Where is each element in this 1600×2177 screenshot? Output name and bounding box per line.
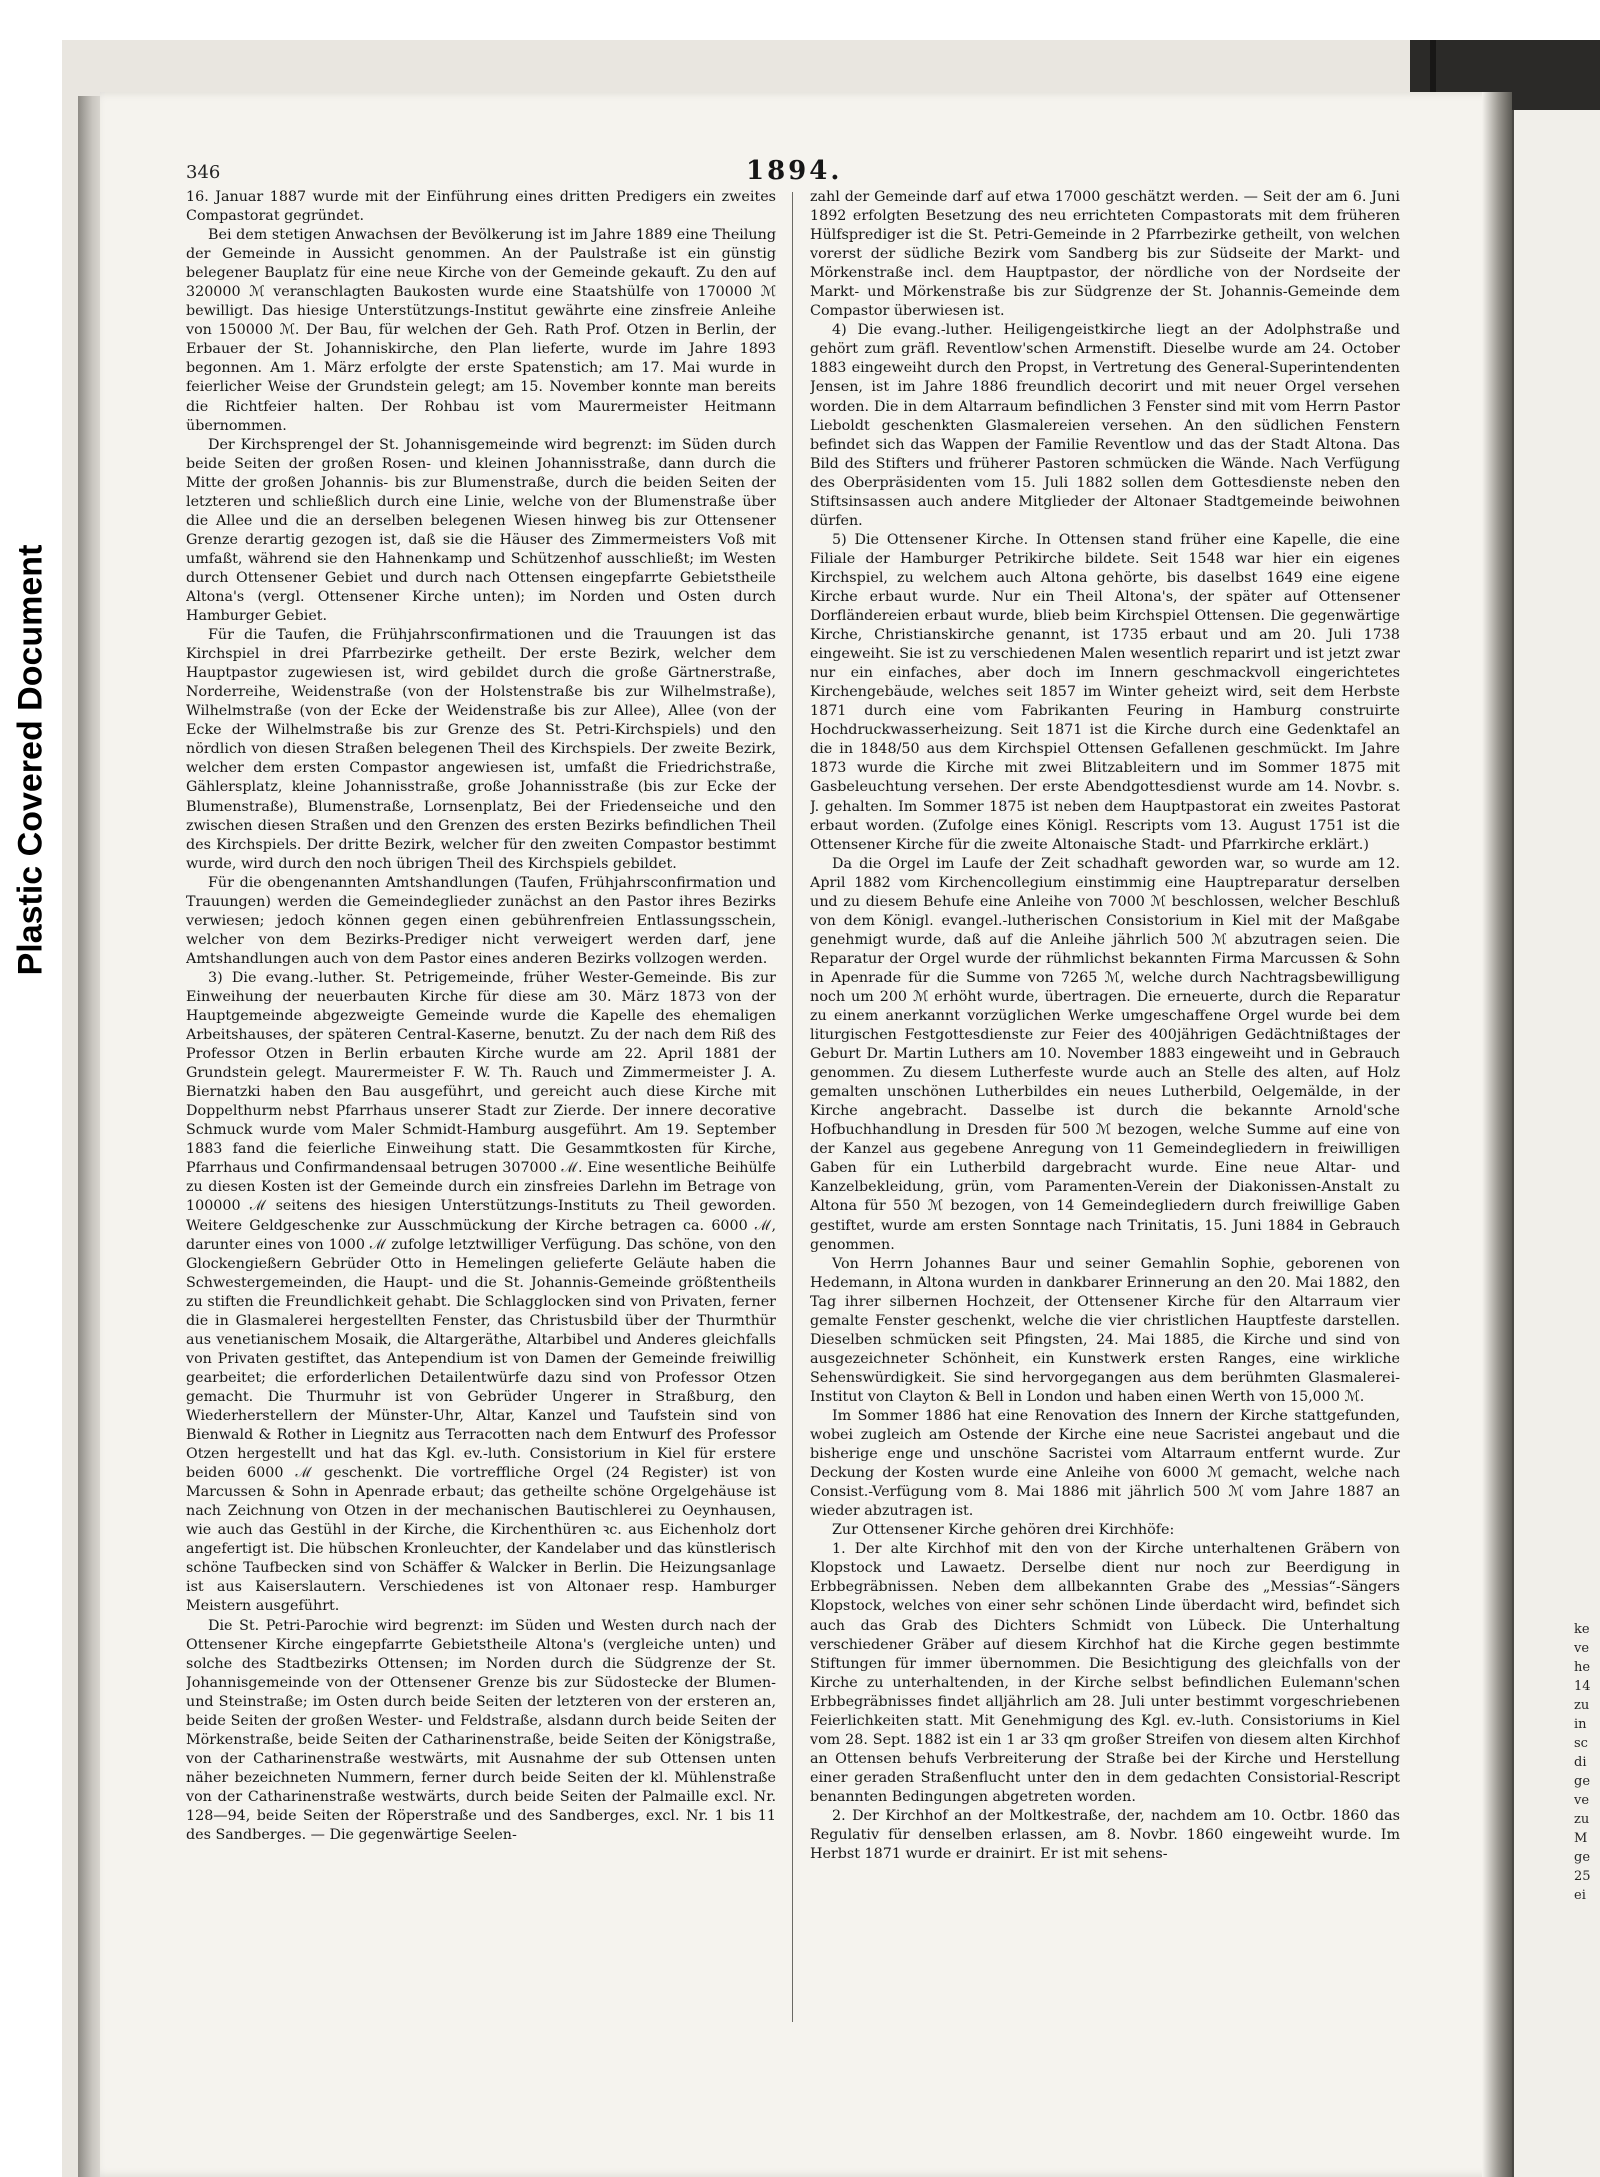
paragraph: Für die obengenannten Amtshandlungen (Taufen, Frühjahrsconfirmation und Trauungen) werden die Gemeindeglieder zunächst an den Pastor ihres Bezirks verwiesen; jedoch können gegen einen gebührenfreien Entlassungsschein, welcher von dem Bezirks-Prediger nicht verweigert werden darf, jene Amtshandlungen auch von dem Pastor eines anderen Bezirks vollzogen werden. bbox=[186, 874, 776, 967]
paragraph: Da die Orgel im Laufe der Zeit schadhaft geworden war, so wurde am 12. April 1882 vom Kirchencollegium einstimmig eine Hauptreparatur derselben und zu diesem Behufe eine Anleihe von 7000 ℳ beschlossen, welcher Beschluß von dem Königl. evangel.-lutherischen Consistorium in Kiel mit der Maßgabe genehmigt wurde, daß auf die Anleihe jährlich 500 ℳ abzutragen seien. Die Reparatur der Orgel wurde der rühmlichst bekannten Firma Marcussen & Sohn in Apenrade für die Summe von 7265 ℳ, welche durch Nachtragsbewilligung noch um 200 ℳ erhöht wurde, übertragen. Die erneuerte, durch die Reparatur zu einem anerkannt vorzüglichen Werke umgeschaffene Orgel wurde bei dem liturgischen Festgottesdienste zur Feier des 400jährigen Gedächtnißtages der Geburt Dr. Martin Luthers am 10. November 1883 eingeweiht und in Gebrauch genommen. Zu diesem Lutherfeste wurde auch an Stelle des alten, auf Holz gemalten unschönen Lutherbildes ein neues Lutherbild, Oelgemälde, in der Kirche angebracht. Dasselbe ist durch die bekannte Arnold'sche Hofbuchhandlung in Dresden für 500 ℳ bezogen, welche Summe auf eine von der Kanzel aus gegebene Anregung von 11 Gemeindegliedern in freiwilligen Gaben für ein Lutherbild dargebracht wurde. Eine neue Altar- und Kanzelbekleidung, grün, vom Paramenten-Verein der Diakonissen-Anstalt zu Altona für 550 ℳ bezogen, von 14 Gemeindegliedern durch freiwillige Gaben gestiftet, wurde am ersten Sonntage nach Trinitatis, 15. Juni 1884 in Gebrauch genommen. bbox=[810, 855, 1400, 1253]
paragraph: 16. Januar 1887 wurde mit der Einführung eines dritten Predigers ein zweites Compastorat gegründet. bbox=[186, 189, 776, 225]
paragraph: Von Herrn Johannes Baur und seiner Gemahlin Sophie, geborenen von Hedemann, in Altona wurden in dankbarer Erinnerung an den 20. Mai 1882, den Tag ihrer silbernen Hochzeit, der Ottensener Kirche für den Altarraum vier gemalte Fenster geschenkt, welche die vier christlichen Hauptfeste darstellen. Dieselben schmücken seit Pfingsten, 24. Mai 1885, die Kirche und sind von ausgezeichneter Schönheit, ein Kunstwerk ersten Ranges, eine wirkliche Sehenswürdigkeit. Sie sind hervorgegangen aus dem berühmten Glasmalerei-Institut von Clayton & Bell in London und haben einen Werth von 15,000 ℳ. bbox=[810, 1255, 1400, 1405]
paragraph: 4) Die evang.-luther. Heiligengeistkirche liegt an der Adolphstraße und gehört zum gräfl. Reventlow'schen Armenstift. Dieselbe wurde am 24. October 1883 eingeweiht durch den Propst, in Vertretung des General-Superintendenten Jensen, ist im Jahre 1886 freundlich decorirt und mit neuer Orgel versehen worden. Die in dem Altarraum befindlichen 3 Fenster sind mit vom Herrn Pastor Lieboldt geschenkten Glasmalereien versehen. An den südlichen Fenstern befindet sich das Wappen der Familie Reventlow und das der Stadt Altona. Das Bild des Stifters und früherer Pastoren schmücken die Wände. Nach Verfügung des Oberpräsidenten vom 15. Juli 1882 sollen dem Gottesdienste neben den Stiftsinsassen auch andere Mitglieder der Altonaer Stadtgemeinde beiwohnen dürfen. bbox=[810, 322, 1400, 529]
paragraph: Die St. Petri-Parochie wird begrenzt: im Süden und Westen durch nach der Ottensener Kirche eingepfarrte Gebietstheile Altona's (vergleiche unten) und solche des Stadtbezirks Ottensen; im Norden durch die Südgrenze der St. Johannisgemeinde von der Ottensener Grenze bis zur Südostecke der Blumen- und Steinstraße; im Osten durch beide Seiten der letzteren von der ersteren an, beide Seiten der großen Wester- und Feldstraße, alsdann durch beide Seiten der Mörkenstraße, beide Seiten der Catharinenstraße, beide Seiten der Königstraße, von der Catharinenstraße westwärts, mit Ausnahme der sub Ottensen unten näher bezeichneten Nummern, ferner durch beide Seiten der kl. Mühlenstraße von der Catharinenstraße westwärts, durch beide Seiten der Palmaille excl. Nr. 128—94, beide Seiten der Röperstraße und des Sandberges, excl. Nr. 1 bis 11 des Sandberges. — Die gegenwärtige Seelen- bbox=[186, 1617, 776, 1844]
paragraph: Der Kirchsprengel der St. Johannisgemeinde wird begrenzt: im Süden durch beide Seiten der großen Rosen- und kleinen Johannisstraße, dann durch die Mitte der großen Johannis- bis zur Blumenstraße, durch die beiden Seiten der letzteren und schließlich durch eine Linie, welche von der Blumenstraße über die Allee und die an derselben belegenen Wiesen hinweg bis zur Ottensener Grenze derartig gezogen ist, daß sie die Häuser des Zimmermeisters Voß mit umfaßt, während sie den Hahnenkamp und Schützenhof ausschließt; im Westen durch Ottensener Gebiet und durch nach Ottensen eingepfarrte Gebietstheile Altona's (vergl. Ottensener Kirche unten); im Norden und Osten durch Hamburger Gebiet. bbox=[186, 436, 776, 625]
facing-page-text-fragment: ke ve he 14 zu in sc di ge ve zu M ge 25 ei bbox=[1574, 1622, 1591, 1903]
side-label-text: Plastic Covered Document bbox=[11, 544, 50, 976]
book-gutter bbox=[1482, 92, 1512, 2177]
paragraph: 3) Die evang.-luther. St. Petrigemeinde, früher Wester-Gemeinde. Bis zur Einweihung der neuerbauten Kirche für diese am 30. März 1873 von der Hauptgemeinde abgezweigte Gemeinde wurde die Kapelle des ehemaligen Arbeitshauses, der späteren Central-Kaserne, benutzt. Zu der nach dem Riß des Professor Otzen in Berlin erbauten Kirche wurde am 22. April 1881 der Grundstein gelegt. Maurermeister F. W. Th. Rauch und Zimmermeister J. A. Biernatzki haben den Bau ausgeführt, und gereicht auch diese Kirche mit Doppelthurm nebst Pfarrhaus unserer Stadt zur Zierde. Der innere decorative Schmuck wurde vom Maler Schmidt-Hamburg ausgeführt. Am 19. September 1883 fand die feierliche Einweihung statt. Die Gesammtkosten für Kirche, Pfarrhaus und Confirmandensaal betrugen 307000 ℳ. Eine wesentliche Beihülfe zu diesen Kosten ist der Gemeinde durch ein zinsfreies Darlehn im Betrage von 100000 ℳ seitens des hiesigen Unterstützungs-Instituts zu Theil geworden. Weitere Geldgeschenke zur Ausschmückung der Kirche betragen ca. 6000 ℳ, darunter eines von 1000 ℳ zufolge letztwilliger Verfügung. Das schöne, von den Glockengießern Gebrüder Otto in Hemelingen gelieferte Geläute haben die Schwestergemeinden, die Haupt- und die St. Johannis-Gemeinde größtentheils zu stiften die Freundlichkeit gehabt. Die Schlagglocken sind von Privaten, ferner die in Glasmalerei hergestellten Fenster, das Christusbild über der Thurmthür aus venetianischem Mosaik, die Altargeräthe, Altarbibel und Anderes gleichfalls von Privaten gestiftet, das Antependium ist von Damen der Gemeinde freiwillig gearbeitet; die erforderlichen Detailentwürfe dazu sind von Professor Otzen gemacht. Die Thurmuhr ist von Gebrüder Ungerer in Straßburg, den Wiederherstellern der Münster-Uhr, Altar, Kanzel und Taufstein sind von Bienwald & Rother in Liegnitz aus Terracotten nach dem Entwurf des Professor Otzen hergestellt und hat das Kgl. ev.-luth. Consistorium in Kiel für erstere beiden 6000 ℳ geschenkt. Die vortreffliche Orgel (24 Register) ist von Marcussen & Sohn in Apenrade erbaut; das getheilte schöne Orgelgehäuse ist nach Zeichnung von Otzen in der mechanischen Bautischlerei zu Oeynhausen, wie auch das Gestühl in der Kirche, die Kirchenthüren ꝛc. aus Eichenholz dort angefertigt ist. Die hübschen Kronleuchter, der Kandelaber und das künstlerisch schöne Taufbecken sind von Schäffer & Walcker in Berlin. Die Heizungsanlage ist aus Kaiserslautern. Verschiedenes ist von Altonaer resp. Hamburger Meistern ausgeführt. bbox=[186, 969, 776, 1615]
paragraph: 1. Der alte Kirchhof mit den von der Kirche unterhaltenen Gräbern von Klopstock und Lawaetz. Derselbe dient nur noch zur Beerdigung in Erbbegräbnissen. Neben dem allbekannten Grabe des „Messias“-Sängers Klopstock, welches von einer sehr schönen Linde überdacht wird, befindet sich auch das Grab des Dichters Schmidt von Lübeck. Die Unterhaltung verschiedener Gräber auf diesem Kirchhof hat die Kirche gegen bestimmte Stiftungen für immer übernommen. Die Besichtigung des gleichfalls von der Kirche zu unterhaltenden, in der Kirche selbst befindlichen Eulemann'schen Erbbegräbnisses findet alljährlich am 28. Juli unter bestimmt vorgeschriebenen Feierlichkeiten statt. Mit Genehmigung des Kgl. ev.-luth. Consistoriums in Kiel vom 28. Sept. 1882 ist ein 1 ar 33 qm großer Streifen von diesem alten Kirchhof an Ottensen behufs Verbreiterung der Straße bei der Kirche und Herstellung einer geraden Straßenflucht unter den in dem gedachten Consistorial-Rescript benannten Bedingungen abgetreten worden. bbox=[810, 1541, 1400, 1805]
paragraph: Im Sommer 1886 hat eine Renovation des Innern der Kirche stattgefunden, wobei zugleich am Ostende der Kirche eine neue Sacristei angebaut und die bisherige enge und unschöne Sacristei vom Altarraum entfernt wurde. Zur Deckung der Kosten wurde eine Anleihe von 6000 ℳ gemacht, welche nach Consist.-Verfügung vom 8. Mai 1886 mit jährlich 500 ℳ vom Jahre 1887 an wieder abzutragen ist. bbox=[810, 1408, 1400, 1520]
side-label bbox=[0, 0, 62, 2177]
page-year-heading: 1894. bbox=[746, 156, 843, 186]
column-divider bbox=[792, 192, 793, 2022]
paragraph: 2. Der Kirchhof an der Moltkestraße, der, nachdem am 10. Octbr. 1860 das Regulativ für denselben erlassen, am 8. Novbr. 1860 eingeweiht wurde. Im Herbst 1871 wurde er drainirt. Er ist mit sehens- bbox=[810, 1807, 1400, 1863]
page-edge-shadow bbox=[78, 96, 102, 2177]
left-text-column bbox=[186, 188, 776, 2023]
paragraph: 5) Die Ottensener Kirche. In Ottensen stand früher eine Kapelle, die eine Filiale der Hamburger Petrikirche bildete. Seit 1548 war hier ein eigenes Kirchspiel, zu welchem auch Altona gehörte, bis daselbst 1649 eine eigene Kirche erbaut wurde. Nur ein Theil Altona's, der später auf Ottensener Dorfländereien erbaut wurde, blieb beim Kirchspiel Ottensen. Die gegenwärtige Kirche, Christianskirche genannt, ist 1735 erbaut und am 20. Juli 1738 eingeweiht. Sie ist zu verschiedenen Malen wesentlich reparirt und ist jetzt zwar nur ein einfaches, aber doch im Innern geschmackvoll eingerichtetes Kirchengebäude, welches seit 1857 im Winter geheizt wird, seit dem Herbste 1871 durch eine vom Fabrikanten Feuring in Hamburg construirte Hochdruckwasserheizung. Seit 1871 ist die Kirche durch eine Gedenktafel an die in 1848/50 aus dem Kirchspiel Ottensen Gefallenen geschmückt. Im Jahre 1873 wurde die Kirche mit zwei Blitzableitern und im Sommer 1875 mit Gasbeleuchtung versehen. Der erste Abendgottesdienst wurde am 14. Novbr. s. J. gehalten. Im Sommer 1875 ist neben dem Hauptpastorat ein zweites Pastorat erbaut worden. (Zufolge eines Königl. Rescripts vom 13. August 1751 ist die Ottensener Kirche für die zweite Altonaische Stadt- und Pfarrkirche erklärt.) bbox=[810, 531, 1400, 853]
paragraph: zahl der Gemeinde darf auf etwa 17000 geschätzt werden. — Seit der am 6. Juni 1892 erfolgten Besetzung des neu errichteten Compastorats mit dem früheren Hülfsprediger ist die St. Petri-Gemeinde in 2 Pfarrbezirke getheilt, von welchen vorerst der südliche Bezirk vom Sandberg bis zur Südseite der Markt- und Mörkenstraße incl. dem Hauptpastor, der nördliche von der Nordseite der Markt- und Mörkenstraße bis zur Südgrenze der St. Johannis-Gemeinde dem Compastor überwiesen ist. bbox=[810, 189, 1400, 320]
page-number: 346 bbox=[186, 162, 221, 183]
right-text-column bbox=[810, 188, 1400, 2023]
paragraph: Zur Ottensener Kirche gehören drei Kirchhöfe: bbox=[832, 1522, 1175, 1539]
paragraph: Bei dem stetigen Anwachsen der Bevölkerung ist im Jahre 1889 eine Theilung der Gemeinde in Aussicht genommen. An der Paulstraße ist ein günstig belegener Bauplatz für eine neue Kirche von der Gemeinde gekauft. Zu den auf 320000 ℳ veranschlagten Baukosten wurde eine Staatshülfe von 170000 ℳ bewilligt. Das hiesige Unterstützungs-Institut gewährte eine zinsfreie Anleihe von 150000 ℳ. Der Bau, für welchen der Geh. Rath Prof. Otzen in Berlin, der Erbauer der St. Johanniskirche, den Plan lieferte, wurde im Jahre 1893 begonnen. Am 1. März erfolgte der erste Spatenstich; am 17. Mai wurde in feierlicher Weise der Grundstein gelegt; am 15. November konnte man bereits die Richtfeier halten. Der Rohbau ist vom Maurermeister Heitmann übernommen. bbox=[186, 227, 776, 434]
paragraph: Für die Taufen, die Frühjahrsconfirmationen und die Trauungen ist das Kirchspiel in drei Pfarrbezirke getheilt. Der erste Bezirk, welcher dem Hauptpastor zugewiesen ist, wird gebildet durch die große Gärtnerstraße, Norderreihe, Weidenstraße (von der Holstenstraße bis zur Wilhelmstraße), Wilhelmstraße (von der Ecke der Weidenstraße bis zur Allee), Allee (von der Ecke der Wilhelmstraße bis zur Grenze des St. Petri-Kirchspiels) und den nördlich von diesen Straßen belegenen Theil des Kirchspiels. Der zweite Bezirk, welcher dem ersten Compastor angewiesen ist, umfaßt die Friedrichstraße, Gählersplatz, kleine Johannisstraße, große Johannisstraße (bis zur Ecke der Blumenstraße), Blumenstraße, Lornsenplatz, Bei der Friedenseiche und den zwischen diesen Straßen und den Grenzen des ersten Bezirks befindlichen Theil des Kirchspiels. Der dritte Bezirk, welcher für den zweiten Compastor bestimmt wurde, wird durch den noch übrigen Theil des Kirchspiels gebildet. bbox=[186, 627, 776, 872]
